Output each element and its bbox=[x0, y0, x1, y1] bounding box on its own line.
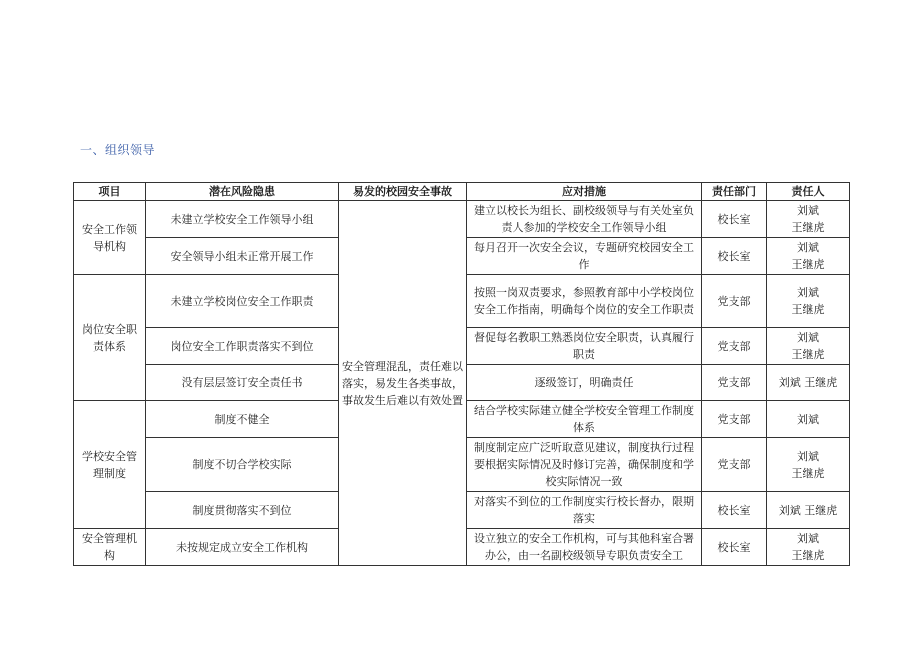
risk-cell: 制度贯彻落实不到位 bbox=[146, 492, 339, 529]
risk-cell: 安全领导小组未正常开展工作 bbox=[146, 238, 339, 275]
person-cell: 刘斌 bbox=[767, 401, 850, 438]
measure-cell: 督促每名教职工熟悉岗位安全职责，认真履行职责 bbox=[467, 328, 702, 365]
dept-cell: 校长室 bbox=[702, 492, 767, 529]
col-header-risk: 潜在风险隐患 bbox=[146, 183, 339, 201]
col-header-person: 责任人 bbox=[767, 183, 850, 201]
risk-cell: 没有层层签订安全责任书 bbox=[146, 365, 339, 401]
col-header-project: 项目 bbox=[74, 183, 146, 201]
measure-cell: 结合学校实际建立健全学校安全管理工作制度体系 bbox=[467, 401, 702, 438]
col-header-measure: 应对措施 bbox=[467, 183, 702, 201]
col-header-dept: 责任部门 bbox=[702, 183, 767, 201]
dept-cell: 党支部 bbox=[702, 401, 767, 438]
dept-cell: 校长室 bbox=[702, 201, 767, 238]
measure-cell: 设立独立的安全工作机构，可与其他科室合署办公，由一名副校级领导专职负责安全工 bbox=[467, 529, 702, 566]
person-cell: 刘斌 王继虎 bbox=[767, 529, 850, 566]
col-header-accident: 易发的校园安全事故 bbox=[339, 183, 467, 201]
risk-cell: 未按规定成立安全工作机构 bbox=[146, 529, 339, 566]
project-cell: 安全工作领导机构 bbox=[74, 201, 146, 275]
dept-cell: 校长室 bbox=[702, 529, 767, 566]
measure-cell: 逐级签订，明确责任 bbox=[467, 365, 702, 401]
risk-cell: 制度不切合学校实际 bbox=[146, 438, 339, 492]
risk-cell: 制度不健全 bbox=[146, 401, 339, 438]
dept-cell: 党支部 bbox=[702, 365, 767, 401]
person-cell: 刘斌 王继虎 bbox=[767, 328, 850, 365]
person-cell: 刘斌 王继虎 bbox=[767, 492, 850, 529]
risk-cell: 未建立学校岗位安全工作职责 bbox=[146, 275, 339, 328]
risk-cell: 岗位安全工作职责落实不到位 bbox=[146, 328, 339, 365]
dept-cell: 党支部 bbox=[702, 438, 767, 492]
section-heading: 一、组织领导 bbox=[80, 143, 156, 157]
risk-table bbox=[73, 182, 850, 566]
risk-cell: 未建立学校安全工作领导小组 bbox=[146, 201, 339, 238]
person-cell: 刘斌 王继虎 bbox=[767, 238, 850, 275]
person-cell: 刘斌 王继虎 bbox=[767, 365, 850, 401]
measure-cell: 建立以校长为组长、副校级领导与有关处室负责人参加的学校安全工作领导小组 bbox=[467, 201, 702, 238]
project-cell: 安全管理机构 bbox=[74, 529, 146, 566]
dept-cell: 校长室 bbox=[702, 238, 767, 275]
project-cell: 岗位安全职责体系 bbox=[74, 275, 146, 401]
person-cell: 刘斌 王继虎 bbox=[767, 438, 850, 492]
measure-cell: 对落实不到位的工作制度实行校长督办，限期落实 bbox=[467, 492, 702, 529]
measure-cell: 每月召开一次安全会议，专题研究校园安全工作 bbox=[467, 238, 702, 275]
measure-cell: 制度制定应广泛听取意见建议，制度执行过程要根据实际情况及时修订完善，确保制度和学校实际情况一致 bbox=[467, 438, 702, 492]
accident-cell: 安全管理混乱，责任难以落实，易发生各类事故，事故发生后难以有效处置 bbox=[339, 201, 467, 566]
person-cell: 刘斌 王继虎 bbox=[767, 275, 850, 328]
measure-cell: 按照一岗双责要求，参照教育部中小学校岗位安全工作指南，明确每个岗位的安全工作职责 bbox=[467, 275, 702, 328]
table-header-row bbox=[74, 183, 850, 201]
dept-cell: 党支部 bbox=[702, 328, 767, 365]
dept-cell: 党支部 bbox=[702, 275, 767, 328]
project-cell: 学校安全管理制度 bbox=[74, 401, 146, 529]
person-cell: 刘斌 王继虎 bbox=[767, 201, 850, 238]
table-row bbox=[74, 201, 850, 238]
